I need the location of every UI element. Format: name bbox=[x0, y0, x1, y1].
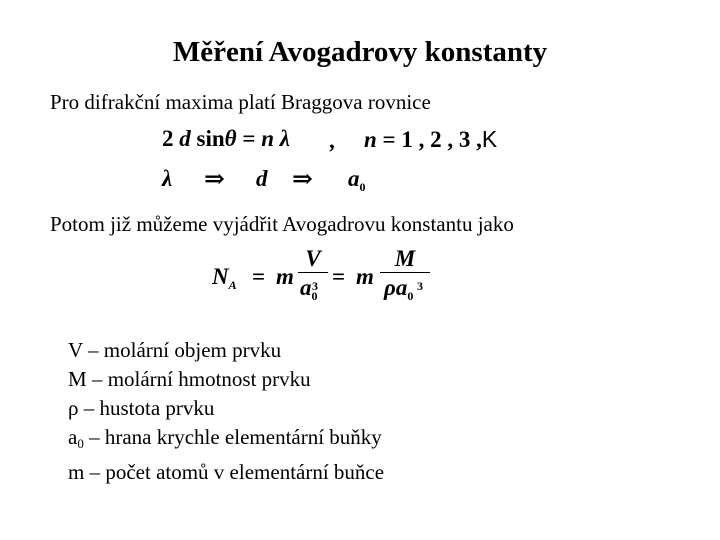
formula-equals-1: = bbox=[252, 264, 266, 289]
fraction-numerator-V: V bbox=[305, 246, 321, 271]
fraction-M-over-rho-a3 bbox=[380, 246, 430, 303]
formula-NA bbox=[212, 264, 237, 293]
legend-item-M bbox=[68, 365, 384, 394]
a-subscript: 0 bbox=[407, 289, 414, 303]
bragg-n2: n bbox=[364, 127, 377, 152]
legend-text: – molární hmotnost prvku bbox=[86, 367, 311, 391]
bragg-coeff: 2 bbox=[162, 126, 174, 151]
a0-symbol bbox=[348, 166, 366, 195]
bragg-n-values bbox=[364, 126, 497, 153]
a-superscript: 3 bbox=[312, 279, 318, 293]
legend-text: – hrana krychle elementární buňky bbox=[83, 425, 382, 449]
bragg-ellipsis: K bbox=[481, 126, 498, 152]
legend-text: – molární objem prvku bbox=[82, 338, 282, 362]
page-title: Měření Avogadrovy konstanty bbox=[172, 36, 548, 68]
bragg-n: n bbox=[261, 126, 274, 151]
bragg-equation bbox=[162, 126, 290, 152]
bragg-values: 1 , 2 , 3 , bbox=[401, 127, 482, 152]
legend-symbol: m bbox=[68, 460, 85, 484]
symbol-legend bbox=[68, 336, 384, 487]
lambda-symbol: λ bbox=[162, 166, 173, 191]
bragg-theta: θ bbox=[224, 126, 237, 151]
bragg-equals-2: = bbox=[382, 127, 396, 152]
bragg-lambda: λ bbox=[279, 126, 290, 151]
d-symbol: d bbox=[256, 166, 268, 191]
legend-text: – počet atomů v elementární buňce bbox=[84, 460, 385, 484]
legend-symbol: ρ bbox=[68, 396, 79, 420]
bragg-d: d bbox=[179, 126, 191, 151]
legend-text: – hustota prvku bbox=[78, 396, 215, 420]
implies-arrow-2: ⇒ bbox=[292, 166, 313, 193]
legend-symbol: M bbox=[68, 367, 87, 391]
fraction-V-over-a3 bbox=[298, 246, 328, 303]
a-letter: a bbox=[395, 275, 408, 300]
bragg-equals: = bbox=[242, 126, 256, 151]
formula-equals-2: = bbox=[332, 264, 346, 289]
fraction-denominator-a3 bbox=[298, 273, 328, 303]
legend-subscript: 0 bbox=[77, 436, 84, 451]
a-superscript: 3 bbox=[417, 279, 423, 293]
rho-symbol: ρ bbox=[384, 275, 396, 300]
legend-item-rho bbox=[68, 394, 384, 423]
legend-item-V bbox=[68, 336, 384, 365]
formula-N-subscript: A bbox=[228, 278, 237, 292]
a-letter: a bbox=[348, 166, 360, 191]
intro-text: Pro difrakční maxima platí Braggova rovnice bbox=[50, 90, 431, 114]
bragg-comma: , bbox=[330, 128, 336, 153]
legend-symbol: V bbox=[68, 338, 83, 362]
fraction-numerator-M: M bbox=[394, 246, 416, 271]
a-subscript: 0 bbox=[359, 180, 366, 194]
legend-item-a0 bbox=[68, 423, 384, 458]
fraction-denominator-rho-a3 bbox=[380, 273, 430, 303]
legend-symbol: a bbox=[68, 425, 78, 449]
implies-arrow-1: ⇒ bbox=[204, 166, 225, 193]
legend-item-m bbox=[68, 458, 384, 487]
a-subscript: 0 bbox=[311, 289, 318, 303]
a-letter: a bbox=[300, 275, 312, 300]
formula-N: N bbox=[212, 264, 229, 289]
then-text: Potom již můžeme vyjádřit Avogadrovu konstantu jako bbox=[50, 212, 514, 236]
formula-m-2: m bbox=[356, 264, 374, 289]
formula-m-1: m bbox=[276, 264, 294, 289]
bragg-sin: sin bbox=[196, 126, 225, 151]
